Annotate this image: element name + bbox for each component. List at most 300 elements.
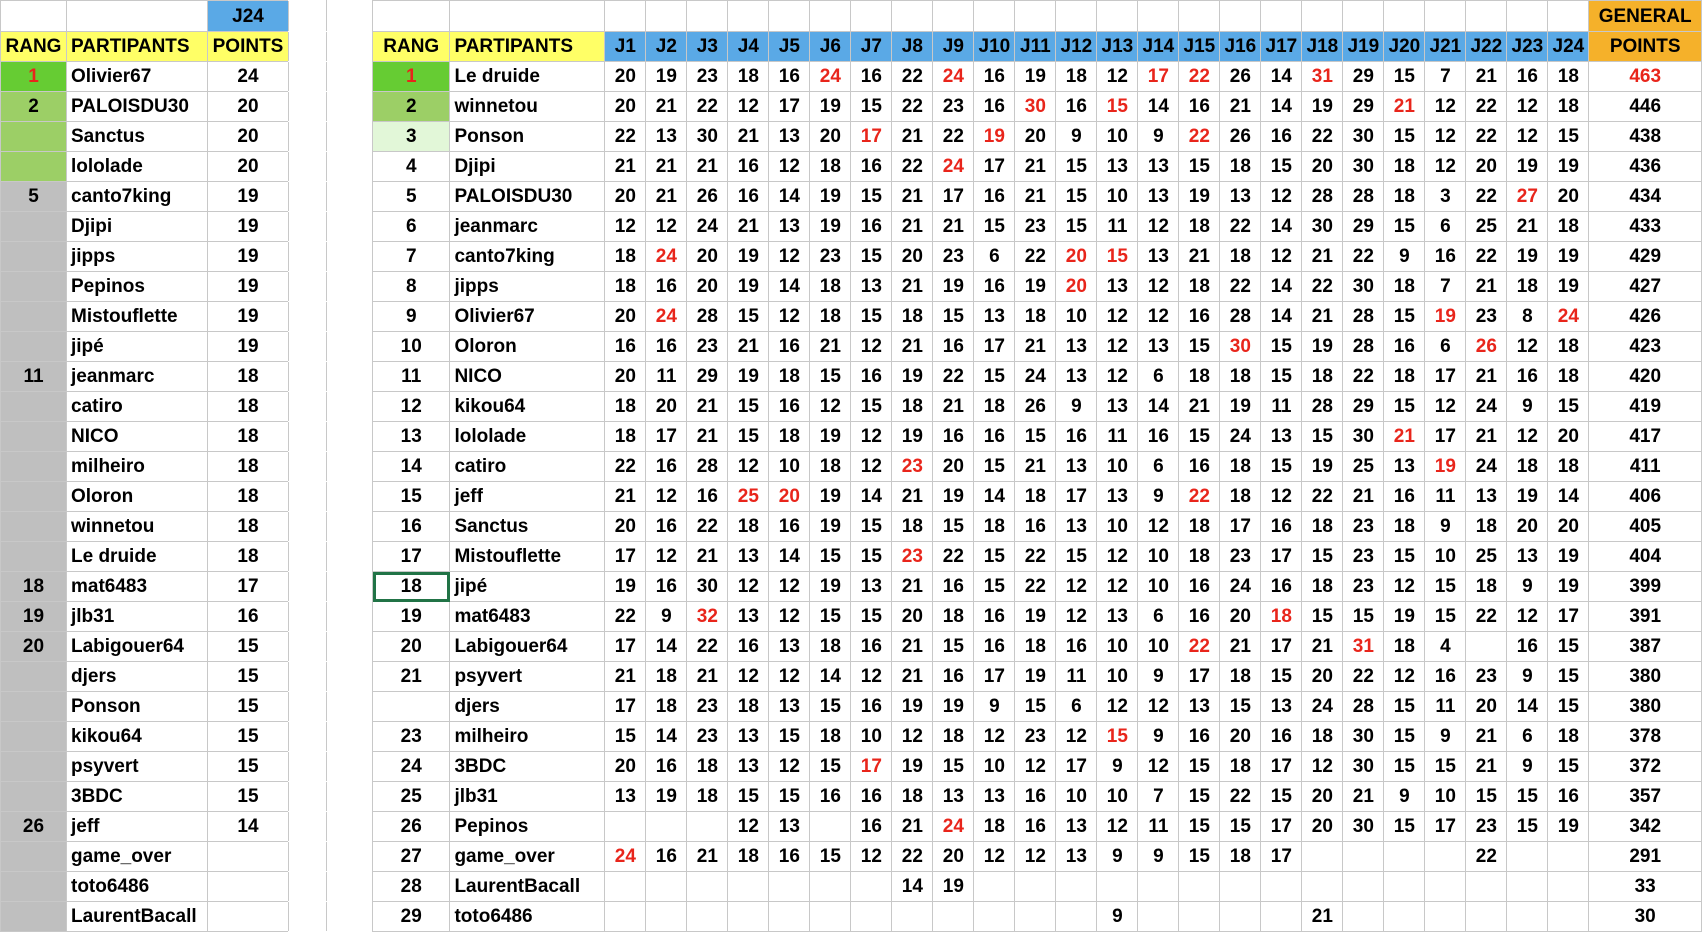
total-points-cell[interactable]: 419: [1589, 392, 1702, 422]
score-cell[interactable]: 13: [1097, 602, 1138, 632]
day-header-j19[interactable]: J19: [1343, 32, 1384, 62]
score-cell[interactable]: 16: [851, 812, 892, 842]
participant-name-cell[interactable]: catiro: [67, 392, 208, 422]
score-cell[interactable]: 12: [769, 242, 810, 272]
score-cell[interactable]: 18: [1015, 482, 1056, 512]
score-cell[interactable]: 16: [1015, 512, 1056, 542]
score-cell[interactable]: 18: [1179, 542, 1220, 572]
rank-header[interactable]: RANG: [1, 32, 67, 62]
score-cell[interactable]: 19: [892, 752, 933, 782]
score-cell[interactable]: 16: [646, 452, 687, 482]
rank-cell[interactable]: [1, 662, 67, 692]
participant-name-cell[interactable]: milheiro: [450, 722, 605, 752]
score-cell[interactable]: 19: [1425, 302, 1466, 332]
participant-name-cell[interactable]: game_over: [67, 842, 208, 872]
score-cell[interactable]: 21: [892, 272, 933, 302]
score-cell[interactable]: 20: [769, 482, 810, 512]
score-cell[interactable]: 21: [892, 632, 933, 662]
score-cell[interactable]: 21: [1220, 92, 1261, 122]
score-cell[interactable]: 13: [1138, 182, 1179, 212]
score-cell[interactable]: 15: [851, 92, 892, 122]
score-cell[interactable]: [646, 902, 687, 932]
rank-cell[interactable]: 7: [373, 242, 450, 272]
score-cell[interactable]: 18: [1384, 632, 1425, 662]
score-cell[interactable]: 18: [892, 392, 933, 422]
score-cell[interactable]: 16: [1138, 422, 1179, 452]
score-cell[interactable]: 24: [1015, 362, 1056, 392]
total-points-cell[interactable]: 433: [1589, 212, 1702, 242]
score-cell[interactable]: 16: [1179, 722, 1220, 752]
score-cell[interactable]: 12: [1384, 662, 1425, 692]
points-header[interactable]: POINTS: [208, 32, 289, 62]
score-cell[interactable]: [687, 902, 728, 932]
score-cell[interactable]: 16: [1261, 722, 1302, 752]
score-cell[interactable]: 15: [1220, 812, 1261, 842]
score-cell[interactable]: 6: [1425, 332, 1466, 362]
score-cell[interactable]: 15: [1425, 602, 1466, 632]
points-cell[interactable]: 16: [208, 602, 289, 632]
score-cell[interactable]: 15: [1507, 812, 1548, 842]
score-cell[interactable]: 22: [933, 122, 974, 152]
score-cell[interactable]: 18: [974, 512, 1015, 542]
score-cell[interactable]: 15: [1548, 662, 1589, 692]
score-cell[interactable]: 23: [1466, 662, 1507, 692]
total-points-cell[interactable]: 391: [1589, 602, 1702, 632]
empty-cell[interactable]: [327, 32, 373, 62]
participant-name-cell[interactable]: LaurentBacall: [67, 902, 208, 932]
score-cell[interactable]: 19: [646, 62, 687, 92]
score-cell[interactable]: 7: [1425, 272, 1466, 302]
score-cell[interactable]: 13: [974, 302, 1015, 332]
participant-name-cell[interactable]: canto7king: [67, 182, 208, 212]
participant-name-cell[interactable]: djers: [450, 692, 605, 722]
score-cell[interactable]: 18: [1179, 512, 1220, 542]
score-cell[interactable]: 23: [933, 242, 974, 272]
empty-cell[interactable]: [327, 662, 373, 692]
score-cell[interactable]: 13: [1138, 152, 1179, 182]
score-cell[interactable]: 21: [1466, 272, 1507, 302]
participant-name-cell[interactable]: Olivier67: [450, 302, 605, 332]
score-cell[interactable]: 29: [1343, 212, 1384, 242]
participant-name-cell[interactable]: NICO: [450, 362, 605, 392]
score-cell[interactable]: 23: [1466, 302, 1507, 332]
score-cell[interactable]: [851, 872, 892, 902]
participant-name-cell[interactable]: LaurentBacall: [450, 872, 605, 902]
empty-cell[interactable]: [289, 242, 327, 272]
score-cell[interactable]: 22: [1015, 542, 1056, 572]
rank-cell[interactable]: [1, 122, 67, 152]
score-cell[interactable]: 20: [1302, 782, 1343, 812]
score-cell[interactable]: 18: [1384, 512, 1425, 542]
score-cell[interactable]: 15: [1179, 812, 1220, 842]
score-cell[interactable]: 16: [646, 332, 687, 362]
score-cell[interactable]: 21: [728, 332, 769, 362]
rank-cell[interactable]: [373, 692, 450, 722]
empty-cell[interactable]: [327, 452, 373, 482]
score-cell[interactable]: [1138, 872, 1179, 902]
score-cell[interactable]: 22: [1302, 122, 1343, 152]
score-cell[interactable]: 16: [1507, 62, 1548, 92]
empty-cell[interactable]: [327, 812, 373, 842]
score-cell[interactable]: 12: [769, 662, 810, 692]
participant-name-cell[interactable]: jipé: [67, 332, 208, 362]
score-cell[interactable]: 22: [605, 122, 646, 152]
score-cell[interactable]: 9: [1507, 752, 1548, 782]
score-cell[interactable]: 14: [851, 482, 892, 512]
participant-name-cell[interactable]: jipps: [67, 242, 208, 272]
score-cell[interactable]: 21: [605, 152, 646, 182]
rank-cell[interactable]: 29: [373, 902, 450, 932]
score-cell[interactable]: 20: [1507, 512, 1548, 542]
score-cell[interactable]: 15: [1179, 842, 1220, 872]
score-cell[interactable]: 15: [1261, 452, 1302, 482]
score-cell[interactable]: 30: [1343, 722, 1384, 752]
score-cell[interactable]: 28: [687, 452, 728, 482]
score-cell[interactable]: 15: [1384, 722, 1425, 752]
score-cell[interactable]: 24: [646, 302, 687, 332]
score-cell[interactable]: 24: [1548, 302, 1589, 332]
score-cell[interactable]: 15: [810, 752, 851, 782]
score-cell[interactable]: 18: [605, 272, 646, 302]
empty-cell[interactable]: [289, 662, 327, 692]
score-cell[interactable]: 16: [933, 422, 974, 452]
empty-cell[interactable]: [327, 62, 373, 92]
score-cell[interactable]: 21: [687, 422, 728, 452]
rank-cell[interactable]: 15: [373, 482, 450, 512]
rank-cell[interactable]: [1, 512, 67, 542]
score-cell[interactable]: 18: [1548, 212, 1589, 242]
score-cell[interactable]: 18: [810, 722, 851, 752]
score-cell[interactable]: 13: [1261, 692, 1302, 722]
score-cell[interactable]: 17: [646, 422, 687, 452]
score-cell[interactable]: 14: [769, 272, 810, 302]
score-cell[interactable]: 18: [1548, 722, 1589, 752]
score-cell[interactable]: 15: [974, 572, 1015, 602]
score-cell[interactable]: 19: [892, 692, 933, 722]
score-cell[interactable]: 26: [1220, 122, 1261, 152]
empty-cell[interactable]: [289, 92, 327, 122]
score-cell[interactable]: 21: [892, 182, 933, 212]
empty-cell[interactable]: [289, 722, 327, 752]
rank-cell[interactable]: [1, 872, 67, 902]
score-cell[interactable]: 18: [728, 512, 769, 542]
score-cell[interactable]: 18: [1507, 272, 1548, 302]
participant-name-cell[interactable]: jeff: [450, 482, 605, 512]
score-cell[interactable]: 22: [892, 92, 933, 122]
points-cell[interactable]: 15: [208, 752, 289, 782]
score-cell[interactable]: 15: [851, 392, 892, 422]
score-cell[interactable]: 16: [1179, 602, 1220, 632]
score-cell[interactable]: 16: [974, 632, 1015, 662]
score-cell[interactable]: 16: [1015, 812, 1056, 842]
total-points-cell[interactable]: 436: [1589, 152, 1702, 182]
score-cell[interactable]: 21: [1343, 482, 1384, 512]
score-cell[interactable]: 12: [728, 92, 769, 122]
score-cell[interactable]: [810, 872, 851, 902]
score-cell[interactable]: 15: [933, 632, 974, 662]
empty-cell[interactable]: [327, 422, 373, 452]
empty-cell[interactable]: [289, 332, 327, 362]
score-cell[interactable]: [1343, 872, 1384, 902]
score-cell[interactable]: 16: [851, 362, 892, 392]
score-cell[interactable]: 30: [687, 572, 728, 602]
participant-name-cell[interactable]: jeanmarc: [450, 212, 605, 242]
participant-name-cell[interactable]: toto6486: [67, 872, 208, 902]
score-cell[interactable]: 15: [1179, 752, 1220, 782]
participant-name-cell[interactable]: kikou64: [450, 392, 605, 422]
total-points-cell[interactable]: 411: [1589, 452, 1702, 482]
score-cell[interactable]: 18: [605, 242, 646, 272]
score-cell[interactable]: 12: [1138, 302, 1179, 332]
score-cell[interactable]: 32: [687, 602, 728, 632]
score-cell[interactable]: 15: [1097, 242, 1138, 272]
score-cell[interactable]: 15: [1548, 752, 1589, 782]
score-cell[interactable]: 13: [728, 722, 769, 752]
score-cell[interactable]: 16: [974, 92, 1015, 122]
score-cell[interactable]: 22: [892, 842, 933, 872]
score-cell[interactable]: 16: [1507, 362, 1548, 392]
score-cell[interactable]: 12: [1138, 512, 1179, 542]
score-cell[interactable]: 28: [1343, 332, 1384, 362]
score-cell[interactable]: 27: [1507, 182, 1548, 212]
empty-cell[interactable]: [327, 332, 373, 362]
empty-cell[interactable]: [327, 392, 373, 422]
rank-cell[interactable]: 2: [1, 92, 67, 122]
score-cell[interactable]: 28: [1343, 692, 1384, 722]
score-cell[interactable]: 19: [1015, 272, 1056, 302]
empty-cell[interactable]: [450, 1, 605, 32]
score-cell[interactable]: 15: [1261, 362, 1302, 392]
score-cell[interactable]: 19: [1548, 542, 1589, 572]
rank-cell[interactable]: 8: [373, 272, 450, 302]
score-cell[interactable]: 16: [974, 272, 1015, 302]
day-header-j14[interactable]: J14: [1138, 32, 1179, 62]
score-cell[interactable]: 22: [1015, 242, 1056, 272]
score-cell[interactable]: 12: [1507, 332, 1548, 362]
score-cell[interactable]: [1384, 872, 1425, 902]
participant-name-cell[interactable]: winnetou: [450, 92, 605, 122]
participants-header[interactable]: PARTIPANTS: [67, 32, 208, 62]
empty-cell[interactable]: [327, 842, 373, 872]
rank-cell[interactable]: 19: [373, 602, 450, 632]
empty-cell[interactable]: [327, 482, 373, 512]
score-cell[interactable]: 12: [1138, 692, 1179, 722]
score-cell[interactable]: 21: [810, 332, 851, 362]
score-cell[interactable]: 22: [1343, 242, 1384, 272]
total-points-cell[interactable]: 380: [1589, 692, 1702, 722]
score-cell[interactable]: 10: [1138, 542, 1179, 572]
score-cell[interactable]: 15: [1507, 782, 1548, 812]
rank-cell[interactable]: 24: [373, 752, 450, 782]
score-cell[interactable]: 12: [646, 482, 687, 512]
score-cell[interactable]: 18: [1507, 452, 1548, 482]
score-cell[interactable]: 11: [1261, 392, 1302, 422]
score-cell[interactable]: 20: [687, 242, 728, 272]
score-cell[interactable]: 13: [1220, 182, 1261, 212]
rank-cell[interactable]: [1, 752, 67, 782]
score-cell[interactable]: 12: [892, 722, 933, 752]
score-cell[interactable]: 22: [892, 62, 933, 92]
score-cell[interactable]: 12: [1138, 212, 1179, 242]
score-cell[interactable]: 18: [1220, 482, 1261, 512]
score-cell[interactable]: 14: [1138, 92, 1179, 122]
score-cell[interactable]: 10: [1138, 632, 1179, 662]
score-cell[interactable]: 22: [1466, 242, 1507, 272]
score-cell[interactable]: 18: [1220, 362, 1261, 392]
participant-name-cell[interactable]: PALOISDU30: [67, 92, 208, 122]
score-cell[interactable]: 19: [1425, 452, 1466, 482]
rank-cell[interactable]: 4: [373, 152, 450, 182]
score-cell[interactable]: 21: [1220, 632, 1261, 662]
score-cell[interactable]: 16: [851, 692, 892, 722]
score-cell[interactable]: 15: [933, 512, 974, 542]
empty-cell[interactable]: [327, 92, 373, 122]
score-cell[interactable]: 28: [1343, 182, 1384, 212]
day-header-j8[interactable]: J8: [892, 32, 933, 62]
score-cell[interactable]: 13: [1097, 392, 1138, 422]
score-cell[interactable]: 30: [1302, 212, 1343, 242]
score-cell[interactable]: 10: [1138, 572, 1179, 602]
score-cell[interactable]: 17: [974, 662, 1015, 692]
total-points-cell[interactable]: 378: [1589, 722, 1702, 752]
rank-cell[interactable]: [1, 452, 67, 482]
rank-cell[interactable]: 21: [373, 662, 450, 692]
points-cell[interactable]: 19: [208, 302, 289, 332]
score-cell[interactable]: [1466, 632, 1507, 662]
score-cell[interactable]: 15: [1384, 692, 1425, 722]
rank-cell[interactable]: 5: [373, 182, 450, 212]
score-cell[interactable]: 22: [1466, 122, 1507, 152]
score-cell[interactable]: [605, 902, 646, 932]
score-cell[interactable]: 12: [1056, 602, 1097, 632]
day-header-j7[interactable]: J7: [851, 32, 892, 62]
participant-name-cell[interactable]: Le druide: [67, 542, 208, 572]
score-cell[interactable]: 15: [810, 602, 851, 632]
score-cell[interactable]: 22: [1220, 272, 1261, 302]
score-cell[interactable]: 19: [810, 512, 851, 542]
score-cell[interactable]: 12: [728, 812, 769, 842]
participant-name-cell[interactable]: NICO: [67, 422, 208, 452]
score-cell[interactable]: 16: [1056, 422, 1097, 452]
score-cell[interactable]: [1343, 902, 1384, 932]
score-cell[interactable]: 22: [1343, 362, 1384, 392]
score-cell[interactable]: 15: [851, 602, 892, 632]
score-cell[interactable]: [1384, 842, 1425, 872]
rank-cell[interactable]: [1, 272, 67, 302]
points-cell[interactable]: 19: [208, 182, 289, 212]
total-points-cell[interactable]: 380: [1589, 662, 1702, 692]
score-cell[interactable]: 12: [1097, 62, 1138, 92]
score-cell[interactable]: 22: [1302, 482, 1343, 512]
score-cell[interactable]: 13: [1097, 272, 1138, 302]
participant-name-cell[interactable]: jeff: [67, 812, 208, 842]
total-points-cell[interactable]: 387: [1589, 632, 1702, 662]
score-cell[interactable]: 9: [1425, 722, 1466, 752]
score-cell[interactable]: [769, 902, 810, 932]
score-cell[interactable]: 19: [1548, 152, 1589, 182]
empty-cell[interactable]: [728, 1, 769, 32]
score-cell[interactable]: 18: [646, 662, 687, 692]
rank-cell[interactable]: 19: [1, 602, 67, 632]
score-cell[interactable]: 20: [1548, 512, 1589, 542]
participant-name-cell[interactable]: 3BDC: [450, 752, 605, 782]
score-cell[interactable]: 22: [892, 152, 933, 182]
day-header-cell[interactable]: J24: [208, 1, 289, 32]
score-cell[interactable]: 13: [1097, 482, 1138, 512]
total-points-cell[interactable]: 427: [1589, 272, 1702, 302]
score-cell[interactable]: 23: [1466, 812, 1507, 842]
score-cell[interactable]: 12: [605, 212, 646, 242]
score-cell[interactable]: 22: [605, 602, 646, 632]
score-cell[interactable]: 15: [810, 692, 851, 722]
participant-name-cell[interactable]: mat6483: [450, 602, 605, 632]
day-header-j9[interactable]: J9: [933, 32, 974, 62]
score-cell[interactable]: 20: [605, 182, 646, 212]
participant-name-cell[interactable]: mat6483: [67, 572, 208, 602]
score-cell[interactable]: 9: [1138, 722, 1179, 752]
score-cell[interactable]: 15: [1425, 752, 1466, 782]
score-cell[interactable]: 18: [810, 632, 851, 662]
score-cell[interactable]: 16: [1425, 662, 1466, 692]
score-cell[interactable]: 15: [1261, 152, 1302, 182]
empty-cell[interactable]: [327, 602, 373, 632]
points-cell[interactable]: 19: [208, 332, 289, 362]
score-cell[interactable]: 13: [1056, 452, 1097, 482]
rank-cell[interactable]: 11: [1, 362, 67, 392]
score-cell[interactable]: 19: [810, 182, 851, 212]
score-cell[interactable]: 13: [1056, 362, 1097, 392]
participant-name-cell[interactable]: Sanctus: [67, 122, 208, 152]
score-cell[interactable]: 20: [1056, 272, 1097, 302]
score-cell[interactable]: 15: [851, 512, 892, 542]
score-cell[interactable]: 17: [1220, 512, 1261, 542]
score-cell[interactable]: 20: [1220, 722, 1261, 752]
score-cell[interactable]: 15: [1261, 332, 1302, 362]
score-cell[interactable]: 12: [1261, 242, 1302, 272]
score-cell[interactable]: 11: [1425, 692, 1466, 722]
empty-cell[interactable]: [289, 1, 327, 32]
score-cell[interactable]: [1056, 902, 1097, 932]
score-cell[interactable]: 17: [974, 152, 1015, 182]
score-cell[interactable]: 14: [1261, 92, 1302, 122]
day-header-j20[interactable]: J20: [1384, 32, 1425, 62]
score-cell[interactable]: 12: [1056, 722, 1097, 752]
score-cell[interactable]: 15: [1220, 692, 1261, 722]
score-cell[interactable]: 13: [769, 812, 810, 842]
score-cell[interactable]: 23: [687, 332, 728, 362]
score-cell[interactable]: 12: [1097, 302, 1138, 332]
score-cell[interactable]: [1425, 842, 1466, 872]
score-cell[interactable]: 24: [933, 62, 974, 92]
score-cell[interactable]: 10: [1097, 632, 1138, 662]
score-cell[interactable]: 14: [769, 182, 810, 212]
score-cell[interactable]: 18: [933, 722, 974, 752]
score-cell[interactable]: 22: [1466, 92, 1507, 122]
score-cell[interactable]: 12: [769, 152, 810, 182]
score-cell[interactable]: 12: [1507, 602, 1548, 632]
score-cell[interactable]: [605, 812, 646, 842]
empty-cell[interactable]: [1302, 1, 1343, 32]
empty-cell[interactable]: [974, 1, 1015, 32]
score-cell[interactable]: 13: [1179, 692, 1220, 722]
score-cell[interactable]: 21: [892, 212, 933, 242]
score-cell[interactable]: 19: [1507, 242, 1548, 272]
score-cell[interactable]: 24: [1220, 572, 1261, 602]
score-cell[interactable]: 22: [1220, 212, 1261, 242]
empty-cell[interactable]: [327, 152, 373, 182]
score-cell[interactable]: 11: [1138, 812, 1179, 842]
empty-cell[interactable]: [1261, 1, 1302, 32]
